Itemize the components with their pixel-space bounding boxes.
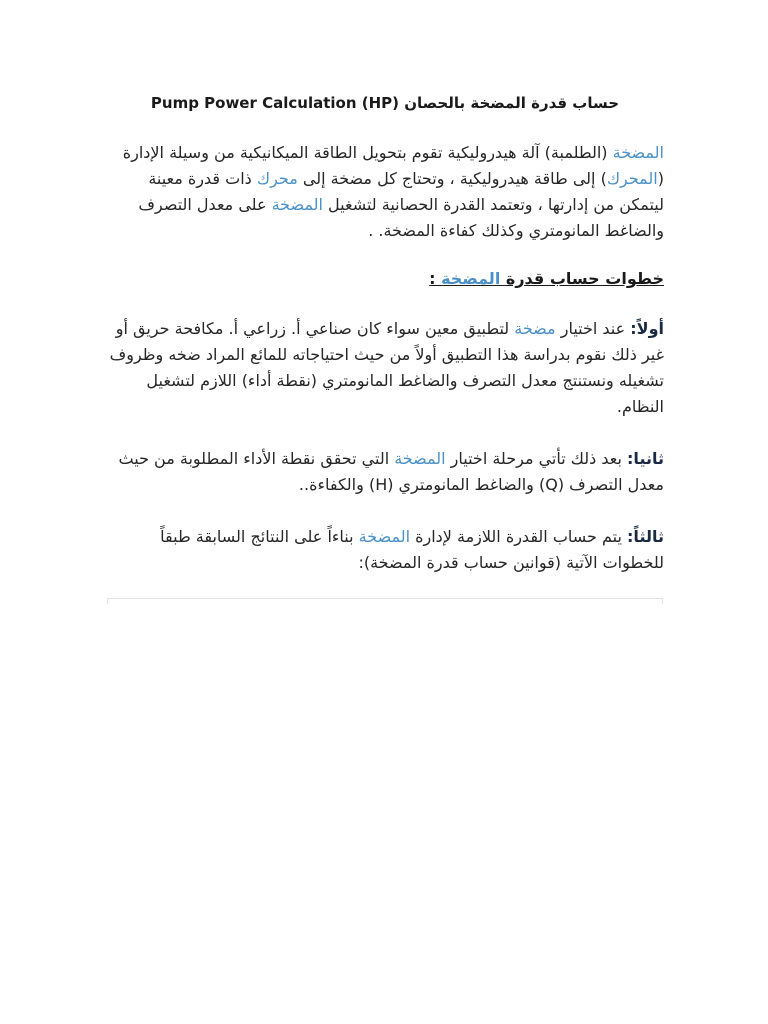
step-second-paragraph [106, 446, 664, 498]
intro-paragraph [106, 140, 664, 244]
step-third-text-2: بناءاً على النتائج السابقة طبقاً للخطوات الآتية (قوانين حساب قدرة المضخة): [160, 527, 664, 572]
table-right-border [662, 598, 663, 604]
step-first-lead: أولاً: [630, 319, 664, 338]
steps-heading-colon: : [429, 269, 442, 288]
intro-text-3: ذات قدرة معينة ليتمكن من إدارتها ، وتعتمد القدرة الحصانية لتشغيل [148, 169, 664, 214]
step-third-paragraph [106, 524, 664, 576]
pump-term-2: المضخة [271, 195, 323, 214]
step-second-text-2: التي تحقق نقطة الأداء المطلوبة من حيث معدل التصرف (Q) والضاغط المانومتري (H) والكفاءة.. [118, 449, 664, 494]
step-second-text-1: بعد ذلك تأتي مرحلة اختيار [445, 449, 628, 468]
pump-term: المضخة [612, 143, 664, 162]
step-third-text-1: يتم حساب القدرة اللازمة لإدارة [410, 527, 628, 546]
intro-text-4: على معدل التصرف والضاغط المانومتري وكذلك كفاءة المضخة. . [138, 195, 664, 240]
intro-text-1: (الطلمبة) آلة هيدروليكية تقوم بتحويل الطاقة الميكانيكية من وسيلة الإدارة ( [122, 143, 664, 188]
document-body [106, 92, 664, 602]
steps-heading [106, 266, 664, 292]
intro-text-2: ) إلى طاقة هيدروليكية ، وتحتاج كل مضخة إلى [297, 169, 607, 188]
step-first-paragraph [106, 316, 664, 420]
step-second-lead: ثانيا: [627, 449, 664, 468]
table-left-border [107, 598, 108, 604]
step-third-lead: ثالثاً: [627, 527, 664, 546]
steps-heading-text: خطوات حساب قدرة [500, 269, 664, 288]
motor-term-2: محرك [256, 169, 298, 188]
step-second-term: المضخة [394, 449, 446, 468]
step-first-term: مضخة [514, 319, 556, 338]
motor-term: المحرك [606, 169, 658, 188]
table-top-border [107, 598, 663, 599]
step-first-text-1: عند اختيار [555, 319, 631, 338]
page-title: حساب قدرة المضخة بالحصان (Pump Power Calculation (HP [150, 94, 620, 112]
step-third-term: المضخة [358, 527, 411, 546]
step-first-text-2: لتطبيق معين سواء كان صناعي أ. زراعي أ. مكافحة حريق أو غير ذلك نقوم بدراسة هذا التطبيق أولاً من حيث احتياجاته للمائع المراد ضخه وظروف تشغيله ونستنتج معدل التصرف والضاغط المانومتري (نقطة أداء) اللازم لتشغيل النظام. [109, 319, 664, 416]
steps-heading-term: المضخة [441, 269, 501, 288]
